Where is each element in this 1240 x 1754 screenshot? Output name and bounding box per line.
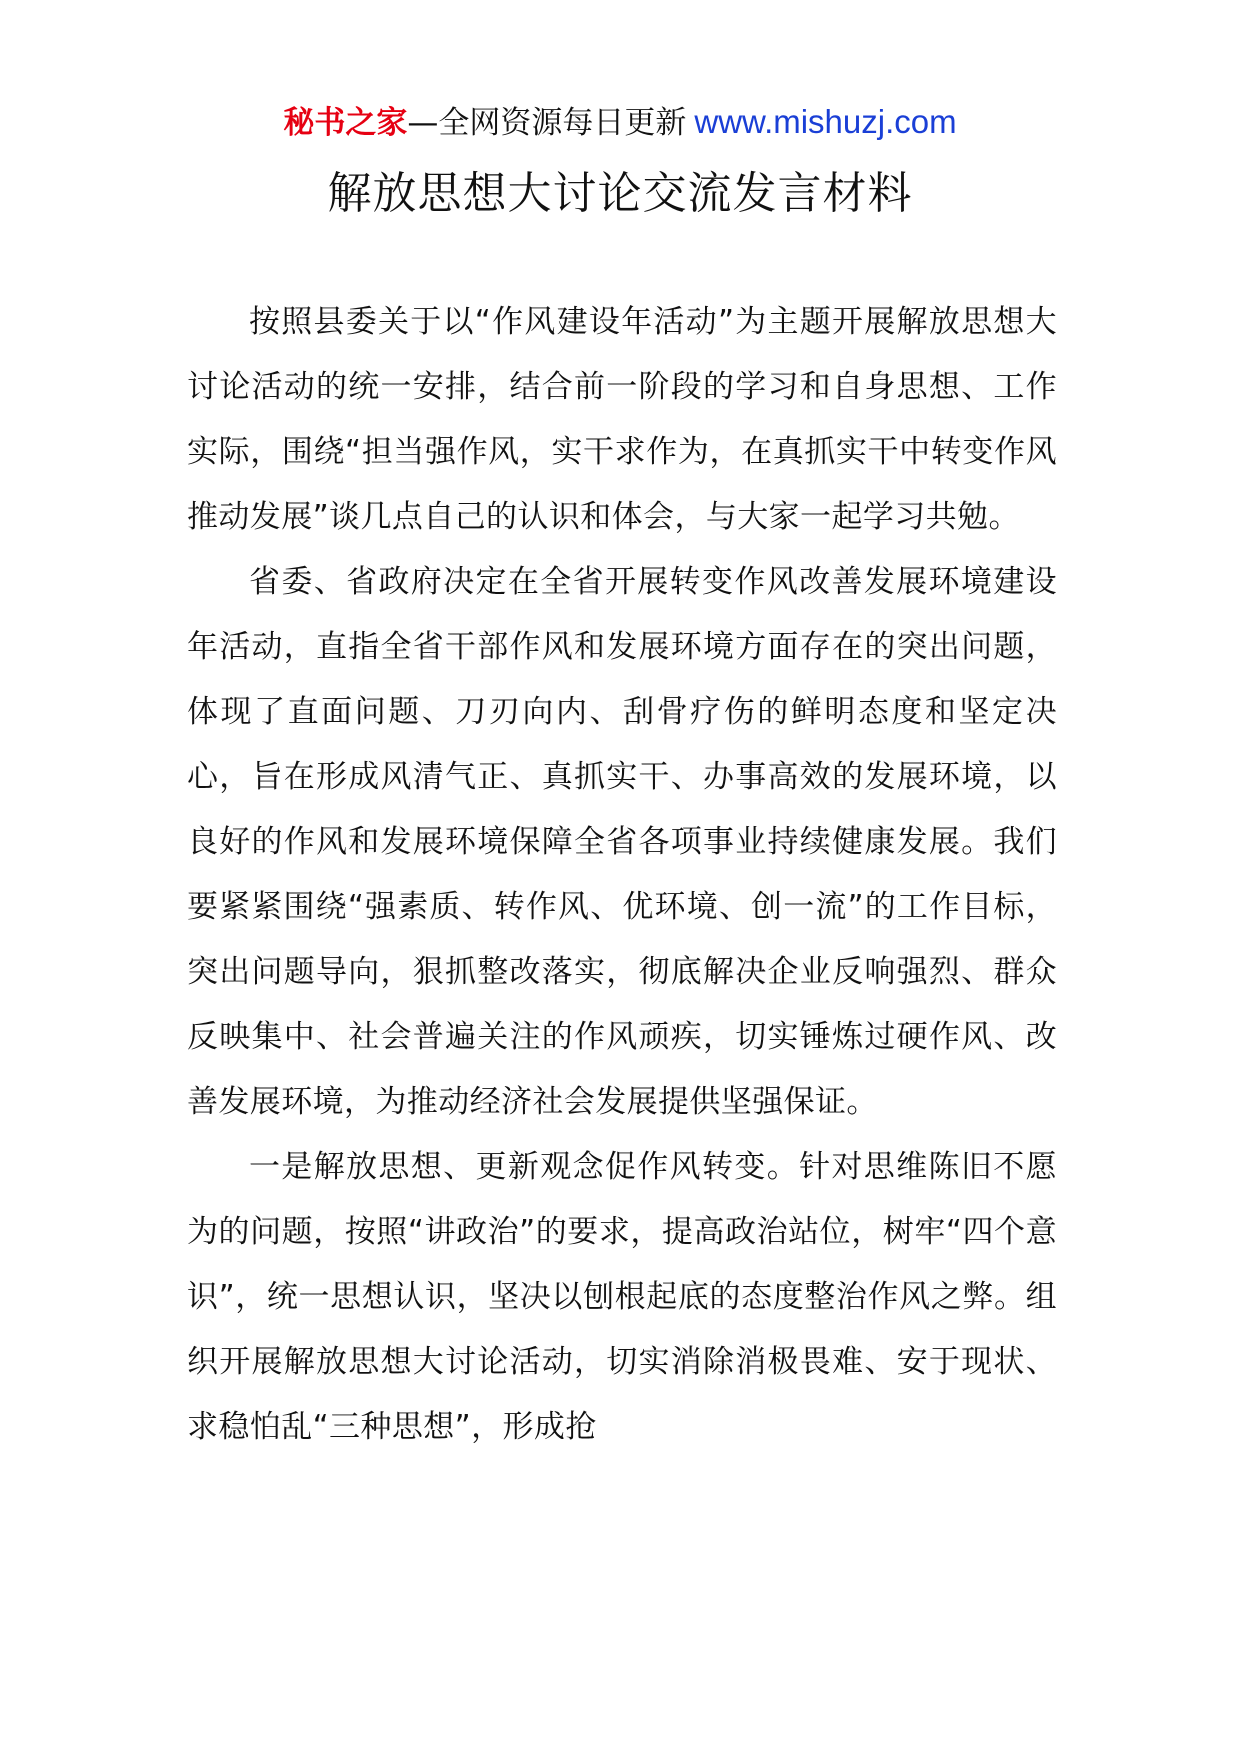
paragraph-background: 省委、省政府决定在全省开展转变作风改善发展环境建设年活动，直指全省干部作风和发展环境方面存在的突出问题，体现了直面问题、刀刃向内、刮骨疗伤的鲜明态度和坚定决心，旨在形成风清气正、真抓实干、办事高效的发展环境，以良好的作风和发展环境保障全省各项事业持续健康发展。我们要紧紧围绕“强素质、转作风、优环境、创一流”的工作目标，突出问题导向，狠抓整改落实，彻底解决企业反响强烈、群众反映集中、社会普遍关注的作风顽疾，切实锤炼过硬作风、改善发展环境，为推动经济社会发展提供坚强保证。 [187, 564, 1057, 1120]
watermark-header [0, 102, 1240, 143]
paragraph-intro: 按照县委关于以“作风建设年活动”为主题开展解放思想大讨论活动的统一安排，结合前一阶段的学习和自身思想、工作实际，围绕“担当强作风，实干求作为，在真抓实干中转变作风推动发展”谈几点自己的认识和体会，与大家一起学习共勉。 [187, 304, 1057, 535]
site-url-link[interactable]: www.mishuzj.com [694, 103, 957, 140]
paragraph-point-one: 一是解放思想、更新观念促作风转变。针对思维陈旧不愿为的问题，按照“讲政治”的要求，提高政治站位，树牢“四个意识”，统一思想认识，坚决以刨根起底的态度整治作风之弊。组织开展解放思想大讨论活动，切实消除消极畏难、安于现状、求稳怕乱“三种思想”，形成抢 [187, 1149, 1057, 1445]
brand-name: 秘书之家 [283, 105, 408, 141]
document-body [187, 290, 1057, 1460]
header-tagline: —全网资源每日更新 [407, 105, 687, 141]
document-title: 解放思想大讨论交流发言材料 [327, 168, 913, 219]
